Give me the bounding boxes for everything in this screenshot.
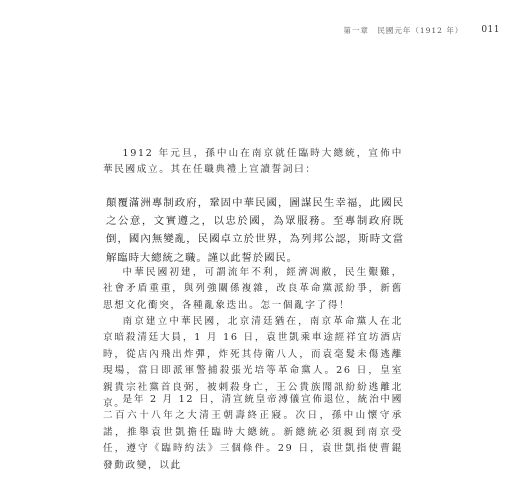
paragraph-block-4 xyxy=(103,392,403,474)
oath-quote-block xyxy=(106,194,404,267)
paragraph-block-2 xyxy=(103,265,403,314)
intro-paragraph-block xyxy=(103,146,403,179)
chapter-title: 第一章 民國元年（1912 年） xyxy=(343,25,464,35)
paragraph-4: 是年 2 月 12 日，清宣統皇帝溥儀宣佈退位，統治中國二百六十八年之大清王朝壽終正寢。次日，孫中山懷守承諾，推舉袁世凱擔任臨時大總統。新總統必須親到南京受任，遵守《臨時約法》三個條件。29 日，袁世凱指使曹錕發動政變，以此 xyxy=(103,394,403,471)
paragraph-3: 南京建立中華民國，北京清廷猶在，南京革命黨人在北京暗殺清廷大員，1 月 16 日，袁世凱乘車途經祥宜坊酒店時，從店內飛出炸彈，炸死其侍衛八人，而袁毫髮未傷逃離現場，當日即派軍警捕殺張光培等革命黨人。26 日，皇室親貴宗社黨首良弼，被刺殺身亡，王公貴族聞訊紛紛逃離北京。 xyxy=(103,316,403,410)
intro-paragraph: 1912 年元旦，孫中山在南京就任臨時大總統，宣佈中華民國成立。其在任職典禮上宣讀誓詞曰： xyxy=(103,148,403,176)
paragraph-2: 中華民國初建，可謂流年不利，經濟凋敝，民生艱難，社會矛盾重重，與列強關係複雜，改良革命黨派紛爭，新舊思想文化衝突，各種亂象迭出。怎一個亂字了得！ xyxy=(103,267,403,311)
oath-quote: 顛覆滿洲專制政府，鞏固中華民國，圖謀民生幸福，此國民之公意，文實遵之，以忠於國，為眾服務。至專制政府既倒，國內無變亂，民國卓立於世界，為列邦公認，斯時文當解臨時大總統之職。謹以此誓於國民。 xyxy=(106,197,404,264)
page-number: 011 xyxy=(481,25,500,35)
running-header xyxy=(300,22,500,38)
